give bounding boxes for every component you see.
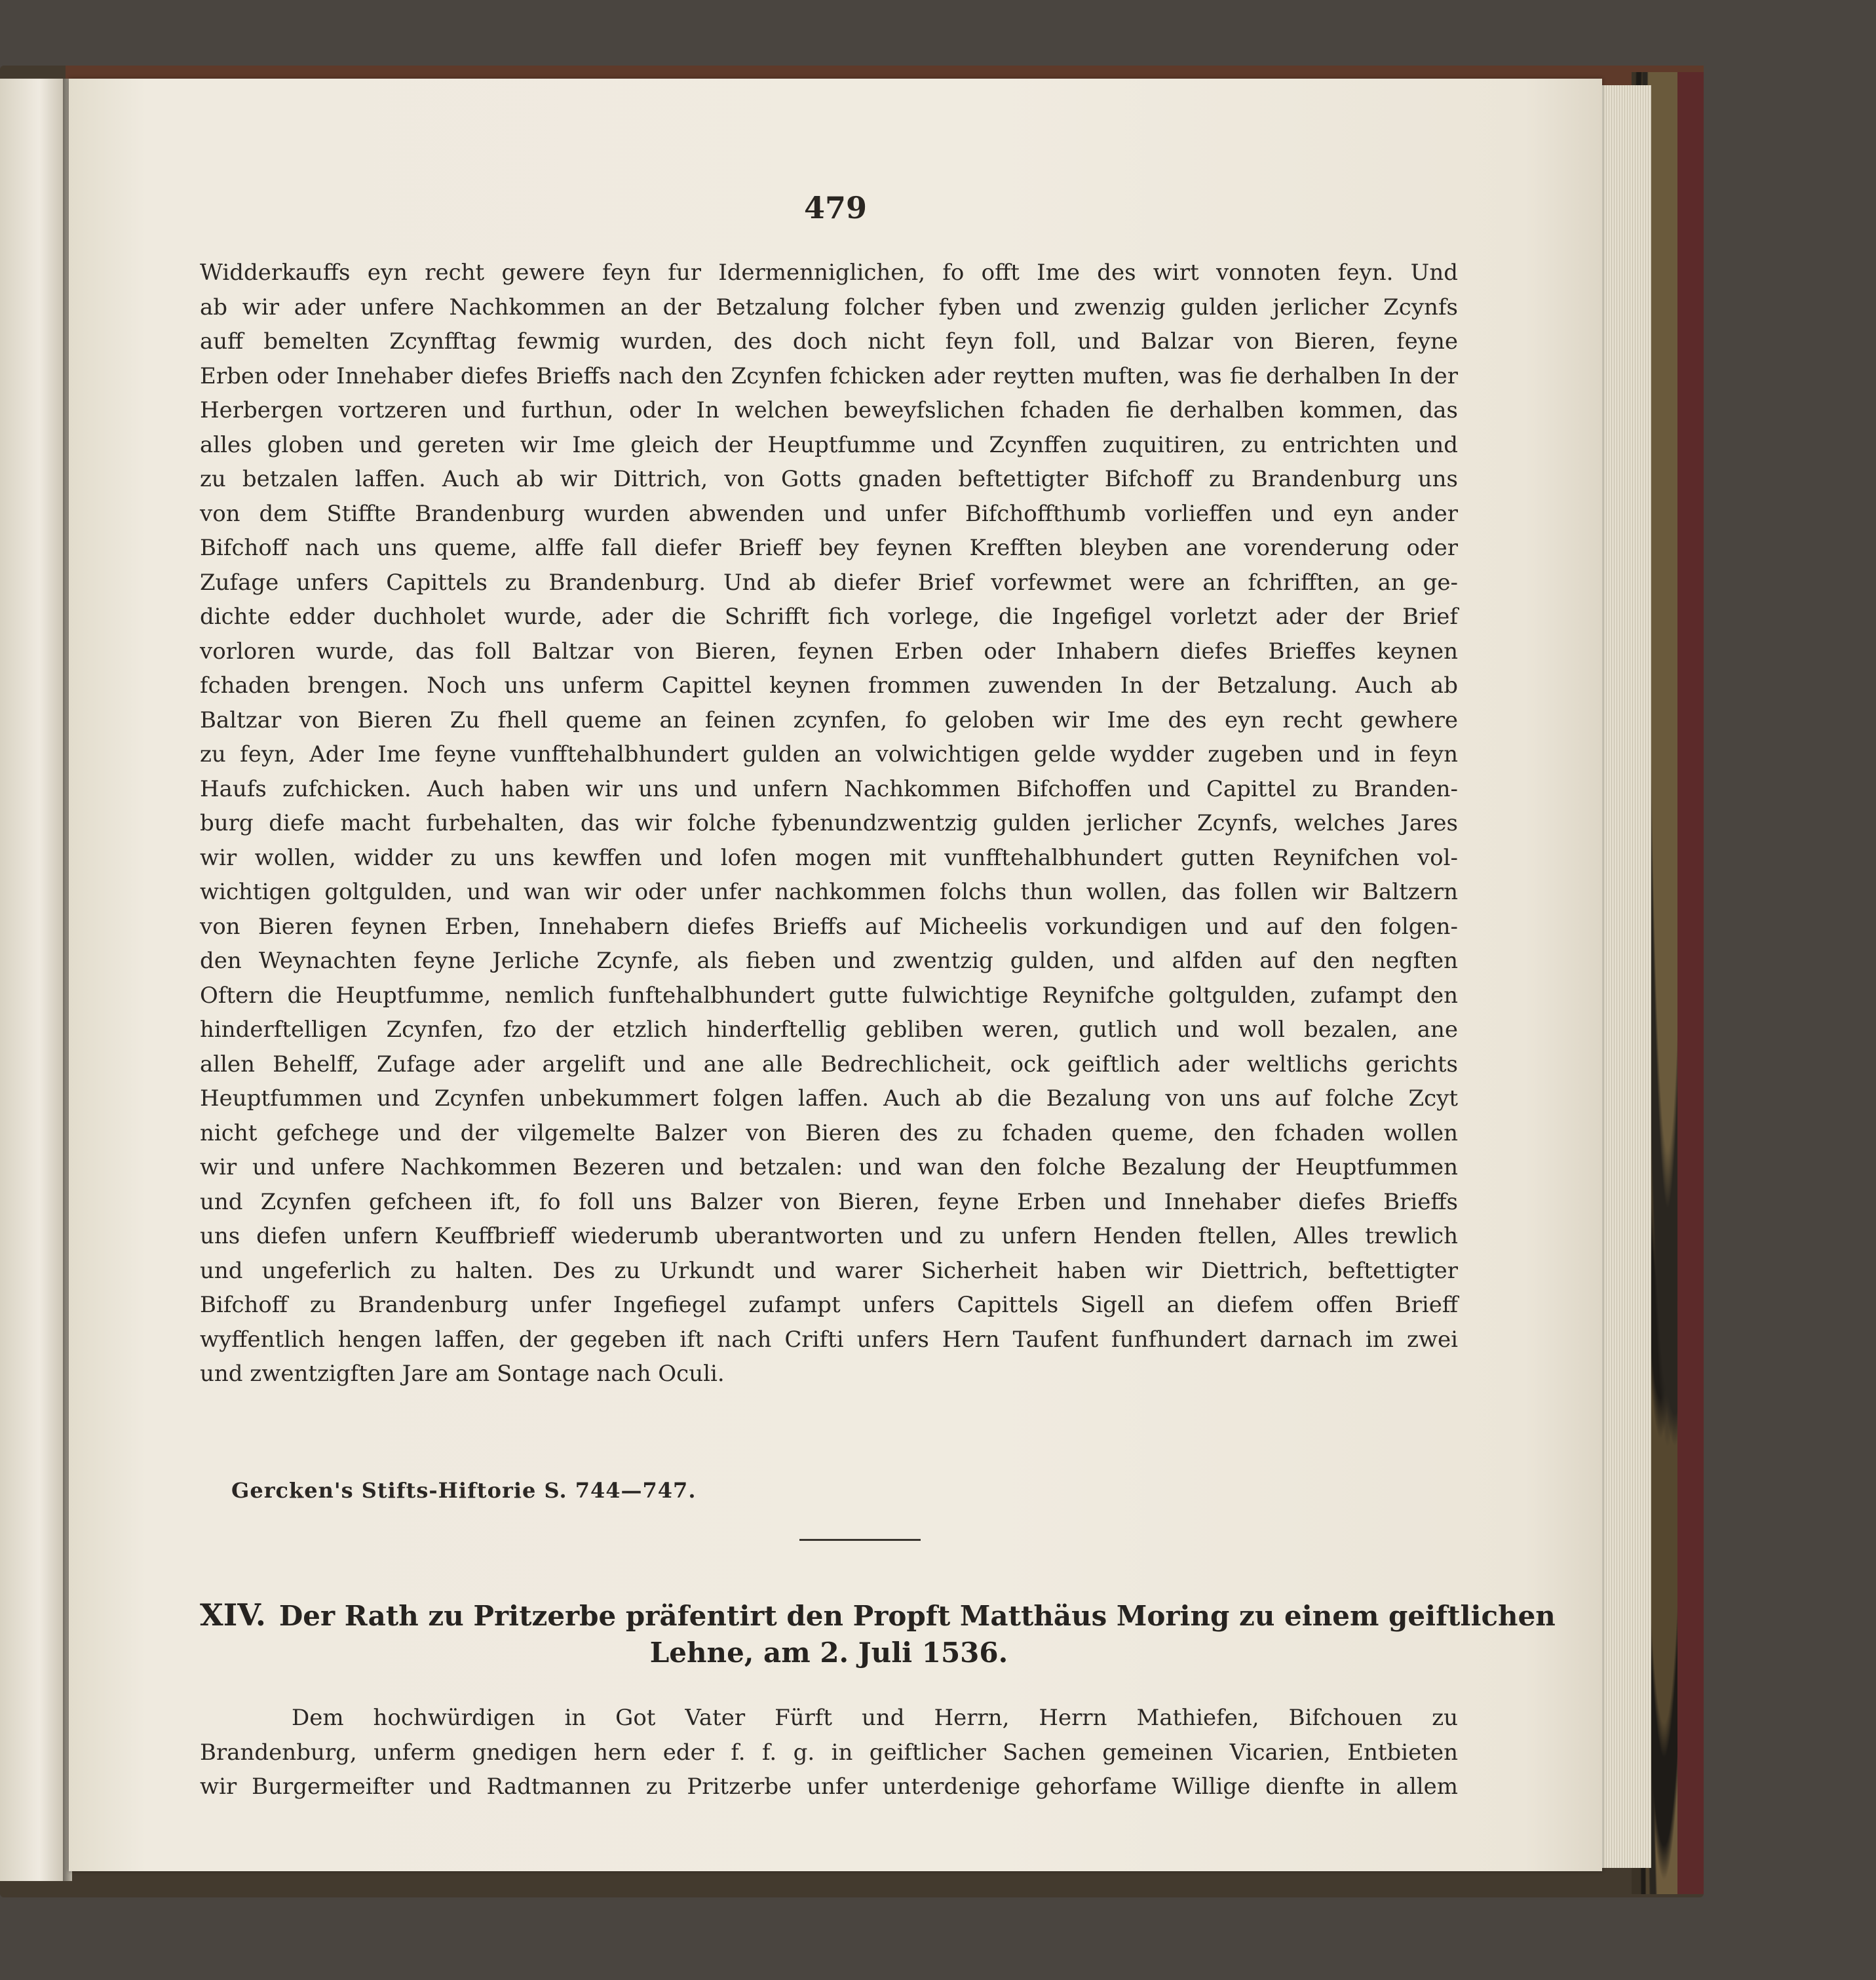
text-line: Herbergen vortzeren und furthun, oder In welchen beweyfslichen fchaden fie derhalben kommen, das bbox=[200, 397, 1458, 423]
text-line: Widderkauffs eyn recht gewere feyn fur Idermenniglichen, fo offt Ime des wirt vonnoten feyn. Und bbox=[200, 260, 1458, 286]
text-line: und zwentzigften Jare am Sontage nach Oculi. bbox=[200, 1361, 725, 1387]
separator-rule bbox=[799, 1539, 921, 1541]
text-line: und Zcynfen gefcheen ift, fo foll uns Balzer von Bieren, feyne Erben und Innehaber diefes Brieffs bbox=[200, 1188, 1458, 1215]
section-number: XIV. bbox=[200, 1597, 266, 1633]
text-line: wir Burgermeifter und Radtmannen zu Pritzerbe unfer unterdenige gehorfame Willige dienfte in allem bbox=[200, 1774, 1458, 1800]
text-line: Dem hochwürdigen in Got Vater Fürft und Herrn, Herrn Mathiefen, Bifchouen zu bbox=[292, 1705, 1458, 1731]
text-line: Brandenburg, unferm gnedigen hern eder f. f. g. in geiftlicher Sachen gemeinen Vicarien, Entbieten bbox=[200, 1739, 1458, 1766]
text-line: alles globen und gereten wir Ime gleich der Heuptfumme und Zcynffen zuquitiren, zu entrichten und bbox=[200, 431, 1458, 458]
text-line: Oftern die Heuptfumme, nemlich funftehalbhundert gutte fulwichtige Reynifche goltgulden, zufampt den bbox=[200, 982, 1458, 1009]
text-line: Zufage unfers Capittels zu Brandenburg. Und ab diefer Brief vorfewmet were an fchrifften, an ge- bbox=[200, 569, 1458, 596]
text-line: vorloren wurde, das foll Baltzar von Bieren, feynen Erben oder Inhabern diefes Brieffes keynen bbox=[200, 638, 1458, 665]
text-line: wir wollen, widder zu uns kewffen und lofen mogen mit vunfftehalbhundert gutten Reynifchen vol- bbox=[200, 844, 1458, 871]
text-line: Baltzar von Bieren Zu fhell queme an feinen zcynfen, fo geloben wir Ime des eyn recht gewhere bbox=[200, 707, 1458, 733]
heading-title-part-1: Der Rath zu Pritzerbe präfentirt den Propft Matthäus Moring zu einem geiftlichen bbox=[278, 1600, 1556, 1632]
text-line: und ungeferlich zu halten. Des zu Urkundt und warer Sicherheit haben wir Diettrich, beftettigter bbox=[200, 1257, 1458, 1284]
text-line: Haufs zufchicken. Auch haben wir uns und unfern Nachkommen Bifchoffen und Capittel zu Branden- bbox=[200, 775, 1458, 802]
text-line: Bifchoff zu Brandenburg unfer Ingefiegel zufampt unfers Capittels Sigell an diefem offen Brieff bbox=[200, 1292, 1458, 1318]
text-line: uns diefen unfern Keuffbrieff wiederumb uberantworten und zu unfern Henden ftellen, Alles trewlich bbox=[200, 1223, 1458, 1249]
text-line: fchaden brengen. Noch uns unferm Capittel keynen frommen zuwenden In der Betzalung. Auch ab bbox=[200, 672, 1458, 699]
text-line: Heuptfummen und Zcynfen unbekummert folgen laffen. Auch ab die Bezalung von uns auf folche Zcyt bbox=[200, 1085, 1458, 1112]
text-line: hinderftelligen Zcynfen, fzo der etzlich hinderftellig gebliben weren, gutlich und woll bezalen, ane bbox=[200, 1017, 1458, 1043]
text-line: auff bemelten Zcynfftag fewmig wurden, des doch nicht feyn foll, und Balzar von Bieren, feyne bbox=[200, 328, 1458, 355]
heading-line-1 bbox=[200, 1596, 1556, 1634]
text-line: wir und unfere Nachkommen Bezeren und betzalen: und wan den folche Bezalung der Heuptfummen bbox=[200, 1154, 1458, 1180]
text-line: wyffentlich hengen laffen, der gegeben ift nach Crifti unfers Hern Taufent funfhundert darnach im zwei bbox=[200, 1326, 1458, 1353]
letter-opening-text bbox=[200, 1701, 1458, 1804]
text-line: ab wir ader unfere Nachkommen an der Betzalung folcher fyben und zwenzig gulden jerlicher Zcynfs bbox=[200, 294, 1458, 320]
text-line: burg diefe macht furbehalten, das wir folche fybenundzwentzig gulden jerlicher Zcynfs, welches Jares bbox=[200, 810, 1458, 836]
text-line: von dem Stiffte Brandenburg wurden abwenden und unfer Bifchoffthumb vorlieffen und eyn ander bbox=[200, 500, 1458, 527]
text-line: Bifchoff nach uns queme, alffe fall diefer Brieff bey feynen Krefften bleyben ane vorenderung oder bbox=[200, 535, 1458, 561]
text-line: den Weynachten feyne Jerliche Zcynfe, als fieben und zwentzig gulden, und alfden auf den negften bbox=[200, 948, 1458, 974]
body-text-block bbox=[200, 256, 1458, 1391]
right-page bbox=[69, 79, 1602, 1871]
source-citation: Gercken's Stifts-Hiftorie S. 744—747. bbox=[231, 1478, 697, 1503]
page-number: 479 bbox=[803, 190, 868, 225]
text-line: von Bieren feynen Erben, Innehabern diefes Brieffs auf Micheelis vorkundigen und auf den folgen- bbox=[200, 913, 1458, 940]
left-page-sliver bbox=[0, 79, 66, 1881]
text-line: Erben oder Innehaber diefes Brieffs nach den Zcynfen fchicken ader reytten muften, was fie derhalben In der bbox=[200, 362, 1458, 389]
cover-leather-edge bbox=[1677, 72, 1704, 1894]
text-line: zu betzalen laffen. Auch ab wir Dittrich, von Gotts gnaden beftettigter Bifchoff zu Brandenburg uns bbox=[200, 466, 1458, 492]
section-heading bbox=[200, 1596, 1556, 1672]
text-line: wichtigen goltgulden, und wan wir oder unfer nachkommen folchs thun wollen, das follen wir Baltzern bbox=[200, 879, 1458, 905]
text-line: zu feyn, Ader Ime feyne vunfftehalbhundert gulden an volwichtigen gelde wydder zugeben und in feyn bbox=[200, 741, 1458, 767]
text-line: nicht gefchege und der vilgemelte Balzer von Bieren des zu fchaden queme, den fchaden wollen bbox=[200, 1119, 1458, 1146]
text-line: allen Behelff, Zufage ader argelift und ane alle Bedrechlicheit, ock geiftlich ader weltlichs gerichts bbox=[200, 1051, 1458, 1077]
heading-line-2: Lehne, am 2. Juli 1536. bbox=[649, 1637, 1008, 1669]
text-line: dichte edder duchholet wurde, ader die Schrifft fich vorlege, die Ingefigel vorletzt ader der Brief bbox=[200, 604, 1458, 630]
